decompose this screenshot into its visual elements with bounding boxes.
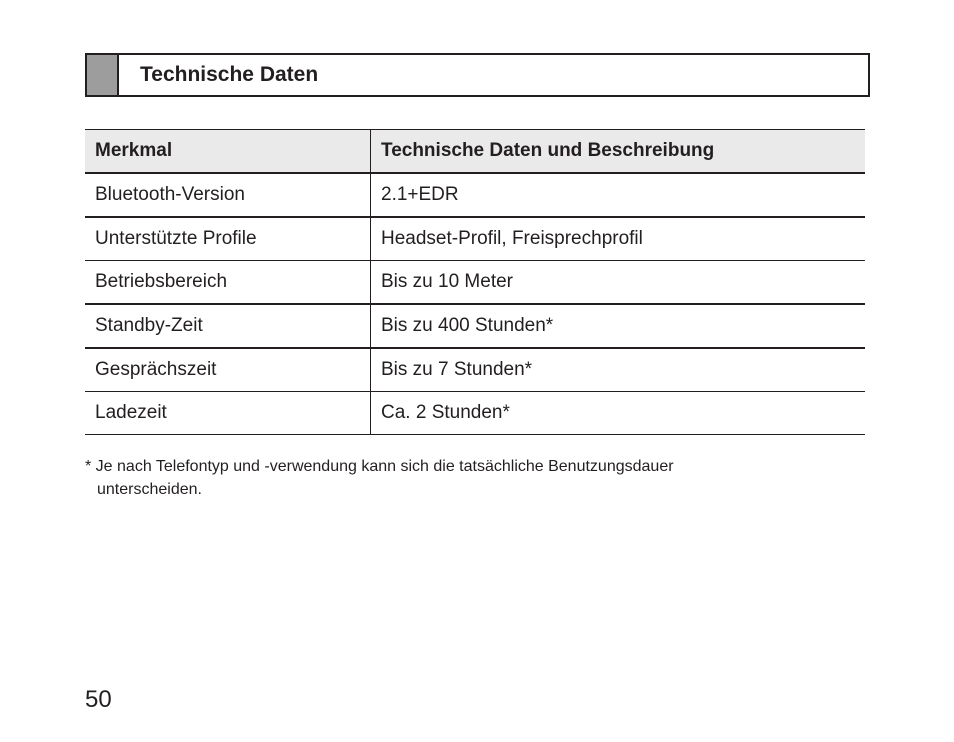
table-row xyxy=(85,304,865,348)
table-row xyxy=(85,261,865,305)
row-feature: Betriebsbereich xyxy=(85,261,371,305)
header-description: Technische Daten und Beschreibung xyxy=(371,130,866,174)
section-title: Technische Daten xyxy=(140,63,319,86)
table-header-row xyxy=(85,130,865,174)
row-feature: Bluetooth-Version xyxy=(85,173,371,217)
table-row xyxy=(85,217,865,261)
row-value: Headset-Profil, Freisprechprofil xyxy=(371,217,866,261)
table-row xyxy=(85,392,865,435)
section-marker xyxy=(87,55,119,95)
row-feature: Gesprächszeit xyxy=(85,348,371,392)
row-feature: Ladezeit xyxy=(85,392,371,435)
footnote-line-2: unterscheiden. xyxy=(97,481,202,498)
page-number: 50 xyxy=(85,686,112,713)
row-feature: Standby-Zeit xyxy=(85,304,371,348)
section-header xyxy=(85,53,870,97)
footnote xyxy=(85,455,845,501)
row-feature: Unterstützte Profile xyxy=(85,217,371,261)
table-row xyxy=(85,173,865,217)
header-feature: Merkmal xyxy=(85,130,371,174)
row-value: Bis zu 400 Stunden* xyxy=(371,304,866,348)
row-value: Bis zu 7 Stunden* xyxy=(371,348,866,392)
row-value: 2.1+EDR xyxy=(371,173,866,217)
table-row xyxy=(85,348,865,392)
footnote-line-1: * Je nach Telefontyp und -verwendung kann sich die tatsächliche Benutzungsdauer xyxy=(85,458,674,475)
row-value: Ca. 2 Stunden* xyxy=(371,392,866,435)
row-value: Bis zu 10 Meter xyxy=(371,261,866,305)
specs-table xyxy=(85,129,865,435)
